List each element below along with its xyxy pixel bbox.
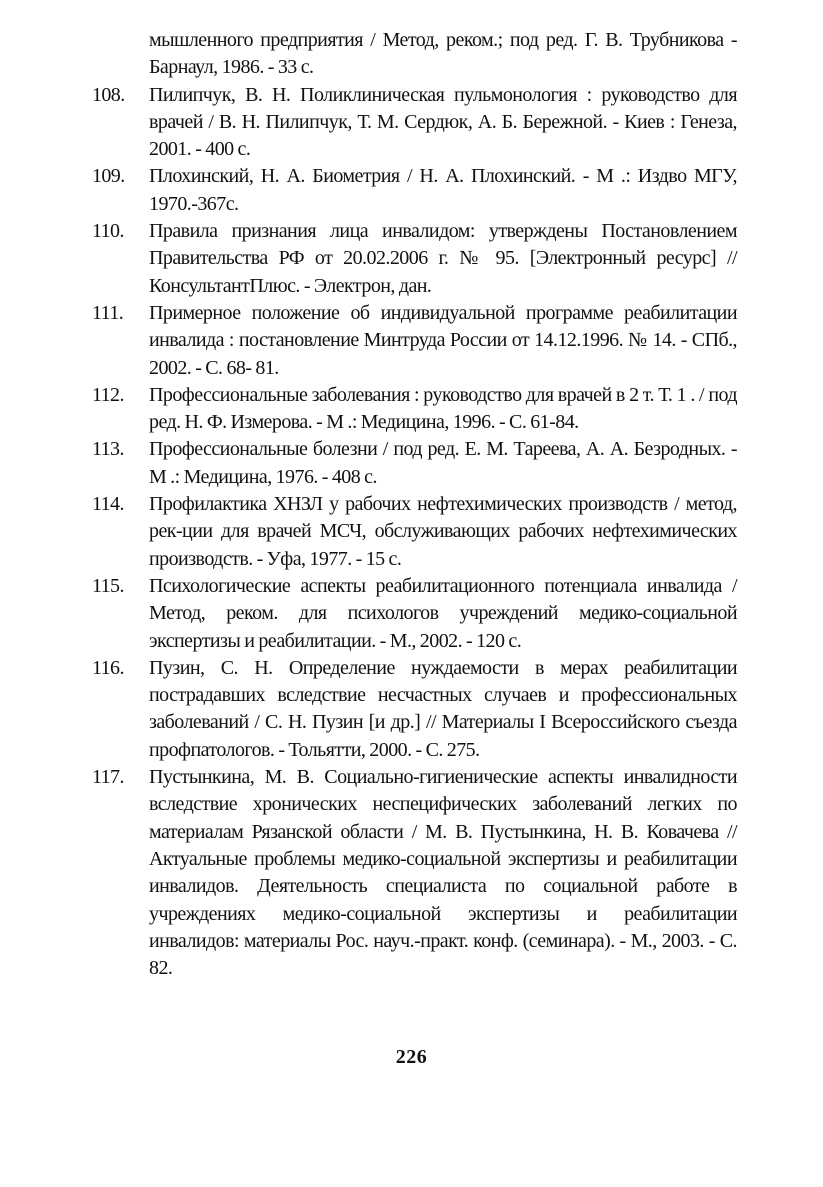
reference-continuation [92,27,737,82]
reference-number: 111. [92,301,124,324]
reference-item-110 [92,218,737,300]
reference-item-111 [92,300,737,382]
reference-item-109 [92,163,737,218]
reference-number: 112. [92,383,124,406]
reference-number: 113. [92,438,124,461]
reference-text: Плохинский, Н. А. Биометрия / Н. А. Плохинский. - М .: Издво МГУ, 1970.-367с. [149,165,737,215]
reference-text: Примерное положение об индивидуальной программе реабилитации инвалида : постановление Минтруда России от 14.12.1996. № 14. - СПб., 2002. - С. 68- 81. [149,301,737,379]
reference-text: Пустынкина, М. В. Социально-гигиенические аспекты инвалидности вследствие хронических неспецифических заболеваний легких по материалам Рязанской области / М. В. Пустынкина, Н. В. Ковачева // Актуальные проблемы медико-социальной экспертизы и реабилитации инвалидов. Деятельность специалиста по социальной работе в учреждениях медико-социальной экспертизы и реабилитации инвалидов: материалы Рос. науч.-практ. конф. (семинара). - М., 2003. - С. 82. [149,766,737,980]
reference-number: 114. [92,493,124,516]
reference-text: Психологические аспекты реабилитационного потенциала инвалида / Метод, реком. для психологов учреждений медико-социальной экспертизы и реабилитации. - М., 2002. - 120 с. [149,574,737,652]
reference-text: Профилактика ХНЗЛ у рабочих нефтехимических производств / метод, рек-ции для врачей МСЧ, обслуживающих рабочих нефтехимических производств. - Уфа, 1977. - 15 с. [149,493,737,570]
reference-number: 108. [92,83,125,106]
reference-item-115 [92,573,737,655]
reference-item-114 [92,491,737,573]
reference-text: мышленного предприятия / Метод, реком.; под ред. Г. В. Трубникова - Барнаул, 1986. - 33 с. [149,29,737,79]
reference-number: 116. [92,656,124,679]
reference-item-117 [92,764,737,982]
reference-item-116 [92,655,737,764]
reference-item-112 [92,382,737,437]
reference-text: Пилипчук, В. Н. Поликлиническая пульмонология : руководство для врачей / В. Н. Пилипчук, Т. М. Сердюк, А. Б. Бережной. - Киев : Генеза, 2001. - 400 с. [149,83,737,161]
reference-text: Профессиональные заболевания : руководство для врачей в 2 т. Т. 1 . / под ред. Н. Ф. Измерова. - М .: Медицина, 1996. - С. 61-84. [149,383,737,434]
reference-number: 109. [92,165,125,188]
reference-text: Профессиональные болезни / под ред. Е. М. Тареева, А. А. Безродных. - М .: Медицина, 1976. - 408 с. [149,438,737,488]
reference-list [92,27,737,982]
page-number: 226 [395,1046,428,1068]
reference-item-113 [92,436,737,491]
reference-text: Правила признания лица инвалидом: утверждены Постановлением Правительства РФ от 20.02.2006 г. № 95. [Электронный ресурс] // КонсультантПлюс. - Электрон, дан. [149,220,737,297]
reference-number: 115. [92,574,124,597]
reference-number: 117. [92,766,124,789]
reference-item-108 [92,82,737,164]
reference-text: Пузин, С. Н. Определение нуждаемости в мерах реабилитации пострадавших вследствие несчастных случаев и профессиональных заболеваний / С. Н. Пузин [и др.] // Материалы I Всероссийского съезда профпатологов. - Тольятти, 2000. - С. 275. [149,656,737,761]
reference-number: 110. [92,220,124,243]
